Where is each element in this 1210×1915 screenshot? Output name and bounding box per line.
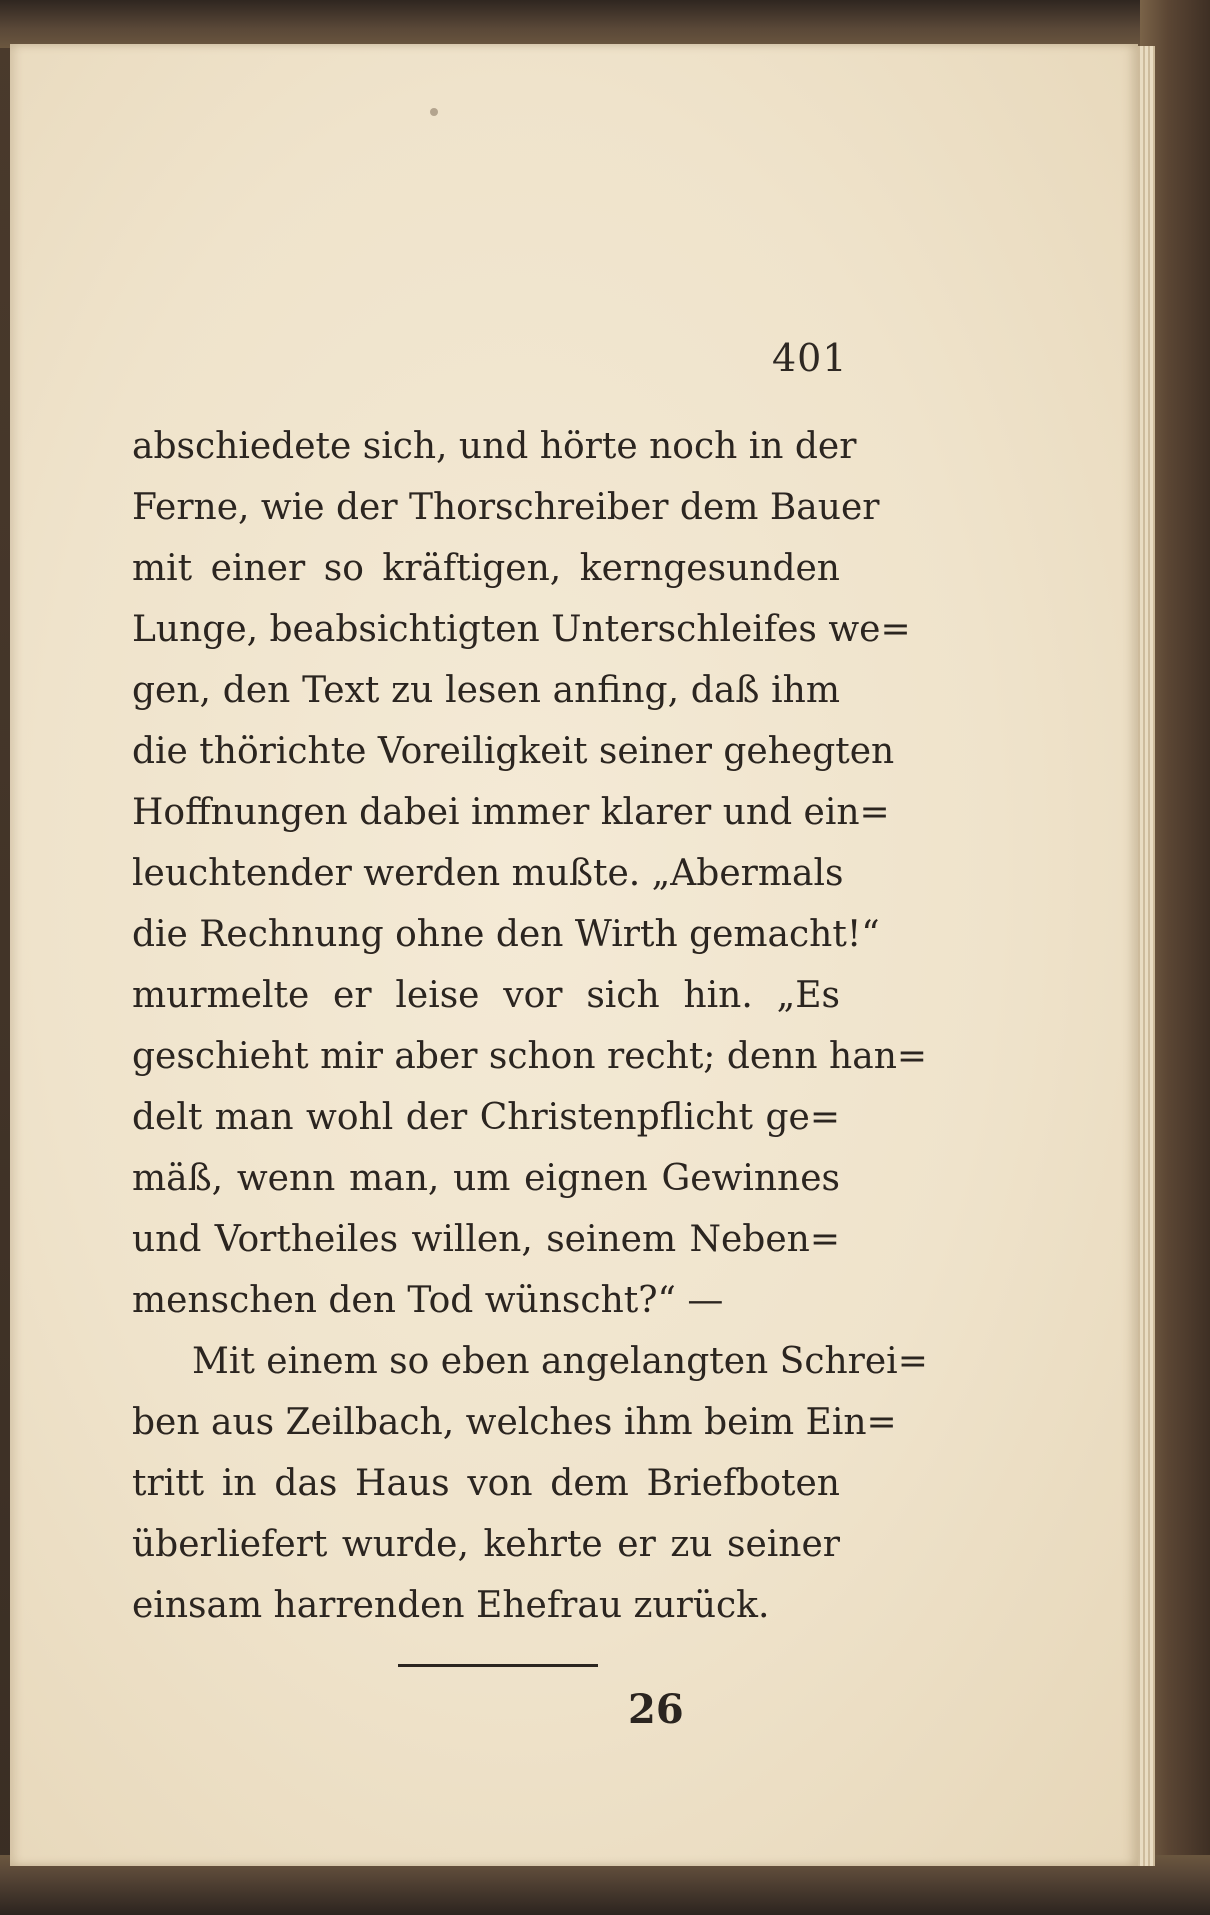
page-number: 401 bbox=[772, 336, 848, 380]
paper-speck bbox=[430, 108, 438, 116]
text-line: Lunge, beabsichtigten Unterschleifes we= bbox=[132, 609, 911, 650]
text-line: ben aus Zeilbach, welches ihm beim Ein= bbox=[132, 1402, 897, 1443]
body-text bbox=[132, 416, 928, 1636]
text-line: die thörichte Voreiligkeit seiner gehegten bbox=[132, 731, 895, 772]
paragraph-end-line: einsam harrenden Ehefrau zurück. bbox=[132, 1585, 770, 1626]
book-cover-top-edge bbox=[0, 0, 1210, 48]
text-line: geschieht mir aber schon recht; denn han= bbox=[132, 1036, 928, 1077]
text-line: und Vortheiles willen, seinem Neben= bbox=[132, 1219, 840, 1260]
text-line: mäß, wenn man, um eignen Gewinnes bbox=[132, 1158, 840, 1199]
text-line: mit einer so kräftigen, kerngesunden bbox=[132, 548, 840, 589]
paragraph-start-line: Mit einem so eben angelangten Schrei= bbox=[192, 1341, 928, 1382]
text-line: leuchtender werden mußte. „Abermals bbox=[132, 853, 844, 894]
text-line: die Rechnung ohne den Wirth gemacht!“ bbox=[132, 914, 880, 955]
text-line: murmelte er leise vor sich hin. „Es bbox=[132, 975, 840, 1016]
book-page bbox=[10, 44, 1138, 1866]
text-line: tritt in das Haus von dem Briefboten bbox=[132, 1463, 840, 1504]
text-line: gen, den Text zu lesen anfing, daß ihm bbox=[132, 670, 840, 711]
signature-mark: 26 bbox=[628, 1686, 684, 1733]
text-line: überliefert wurde, kehrte er zu seiner bbox=[132, 1524, 840, 1565]
paragraph-end-line: menschen den Tod wünscht?“ — bbox=[132, 1280, 724, 1321]
footer-rule bbox=[398, 1664, 598, 1667]
text-line: Hoffnungen dabei immer klarer und ein= bbox=[132, 792, 890, 833]
text-line: abschiedete sich, und hörte noch in der bbox=[132, 426, 857, 467]
text-line: delt man wohl der Christenpflicht ge= bbox=[132, 1097, 840, 1138]
text-line: Ferne, wie der Thorschreiber dem Bauer bbox=[132, 487, 880, 528]
